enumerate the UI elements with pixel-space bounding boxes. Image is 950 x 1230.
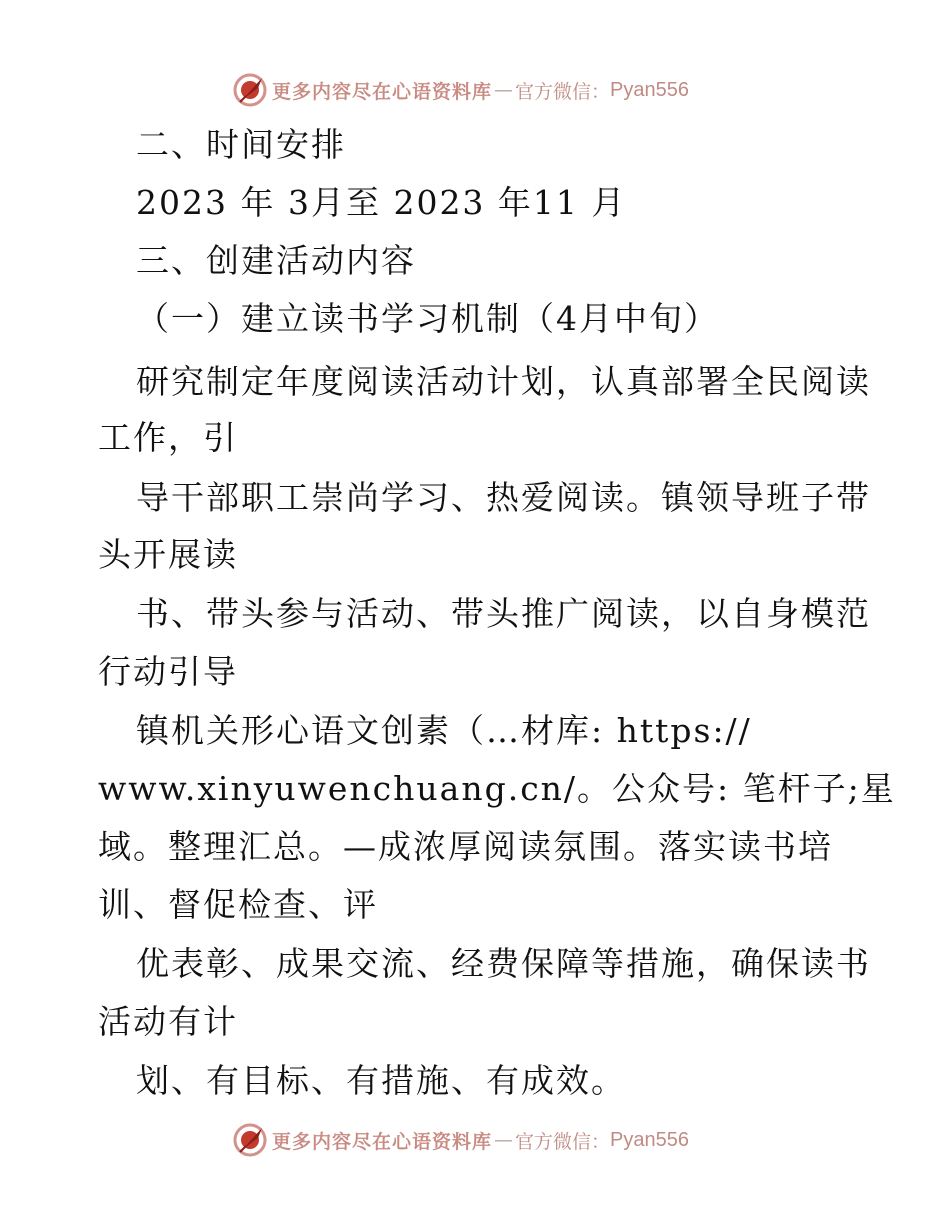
paragraph-line: 导干部职工崇尚学习、热爱阅读。镇领导班子带 <box>136 478 871 517</box>
quill-logo-icon <box>232 72 268 108</box>
header-banner-dash: — <box>494 79 514 101</box>
header-banner <box>232 70 689 110</box>
subsection-heading-reading-mechanism: （一）建立读书学习机制（4月中旬） <box>136 299 719 338</box>
paragraph-line: 划、有目标、有措施、有成效。 <box>136 1061 626 1100</box>
quill-logo-icon <box>232 1122 268 1158</box>
section-heading-activities: 三、创建活动内容 <box>136 241 416 280</box>
header-banner-title: 更多内容尽在心语资料库 <box>272 80 493 103</box>
header-banner-wechat-label: 官方微信： <box>515 80 611 103</box>
schedule-dates: 2023 年 3月至 2023 年11 月 <box>136 183 627 222</box>
footer-banner-dash: — <box>494 1129 514 1151</box>
footer-banner-title: 更多内容尽在心语资料库 <box>272 1130 493 1153</box>
paragraph-line: 研究制定年度阅读活动计划，认真部署全民阅读 <box>136 362 871 401</box>
footer-banner <box>232 1120 689 1160</box>
header-banner-wechat-id: Pyan556 <box>610 78 689 101</box>
paragraph-line: 域。整理汇总。—成浓厚阅读氛围。落实读书培 <box>98 827 833 866</box>
section-heading-schedule: 二、时间安排 <box>136 125 346 164</box>
paragraph-line: 工作，引 <box>98 418 238 457</box>
footer-banner-wechat-label: 官方微信： <box>515 1130 611 1153</box>
paragraph-line-url: www.xinyuwenchuang.cn/。公众号: 笔杆子;星 <box>98 769 896 808</box>
paragraph-line: 镇机关形心语文创素（…材库: https:// <box>136 711 752 750</box>
footer-banner-wechat-id: Pyan556 <box>610 1128 689 1151</box>
paragraph-line: 书、带头参与活动、带头推广阅读，以自身模范 <box>136 594 871 633</box>
paragraph-line: 头开展读 <box>98 535 238 574</box>
paragraph-line: 优表彰、成果交流、经费保障等措施，确保读书 <box>136 944 871 983</box>
paragraph-line: 行动引导 <box>98 652 238 691</box>
paragraph-line: 活动有计 <box>98 1002 238 1041</box>
paragraph-line: 训、督促检查、评 <box>98 885 378 924</box>
